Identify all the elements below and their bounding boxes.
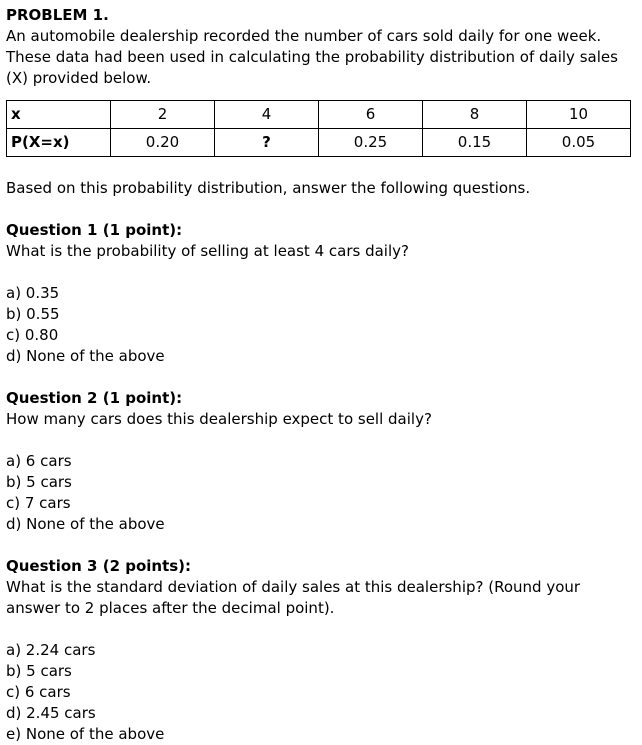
probability-distribution-table xyxy=(6,100,631,157)
question-3 xyxy=(6,556,636,745)
answer-option: c) 0.80 xyxy=(6,326,59,344)
table-header-x: x xyxy=(7,101,111,129)
table-row-x xyxy=(7,101,631,129)
answer-option: c) 7 cars xyxy=(6,494,71,512)
answer-option: d) None of the above xyxy=(6,515,165,533)
answer-option: d) None of the above xyxy=(6,347,165,365)
table-cell-probability: 0.05 xyxy=(527,129,631,157)
table-header-probability: P(X=x) xyxy=(7,129,111,157)
answer-option: a) 0.35 xyxy=(6,284,60,302)
answer-options xyxy=(6,283,636,367)
table-cell-x: 2 xyxy=(111,101,215,129)
answer-option: d) 2.45 cars xyxy=(6,704,96,722)
answer-options xyxy=(6,640,636,745)
answer-option: a) 6 cars xyxy=(6,452,72,470)
table-cell-x: 6 xyxy=(319,101,423,129)
question-title: Question 2 (1 point): xyxy=(6,389,183,407)
table-row-probability xyxy=(7,129,631,157)
answer-option: b) 0.55 xyxy=(6,305,60,323)
question-text: What is the probability of selling at least 4 cars daily? xyxy=(6,242,409,260)
table-cell-probability: 0.20 xyxy=(111,129,215,157)
question-text: How many cars does this dealership expect to sell daily? xyxy=(6,410,432,428)
answer-option: a) 2.24 cars xyxy=(6,641,96,659)
table-cell-x: 4 xyxy=(215,101,319,129)
question-title: Question 1 (1 point): xyxy=(6,221,183,239)
question-1 xyxy=(6,220,636,367)
table-cell-x: 8 xyxy=(423,101,527,129)
answer-option: b) 5 cars xyxy=(6,662,72,680)
table-cell-probability: 0.25 xyxy=(319,129,423,157)
answer-option: e) None of the above xyxy=(6,725,165,743)
question-text: What is the standard deviation of daily sales at this dealership? (Round your answer to 2 places after the decimal point). xyxy=(6,578,581,617)
table-cell-x: 10 xyxy=(527,101,631,129)
answer-option: c) 6 cars xyxy=(6,683,71,701)
problem-intro: An automobile dealership recorded the number of cars sold daily for one week. These data had been used in calculating the probability distribution of daily sales (X) provided below. xyxy=(6,27,618,87)
question-title: Question 3 (2 points): xyxy=(6,557,192,575)
question-2 xyxy=(6,388,636,535)
table-cell-probability: 0.15 xyxy=(423,129,527,157)
answer-options xyxy=(6,451,636,535)
table-cell-probability-unknown: ? xyxy=(215,129,319,157)
problem-title: PROBLEM 1. xyxy=(6,6,109,24)
answer-option: b) 5 cars xyxy=(6,473,72,491)
instructions-text: Based on this probability distribution, answer the following questions. xyxy=(6,179,531,197)
